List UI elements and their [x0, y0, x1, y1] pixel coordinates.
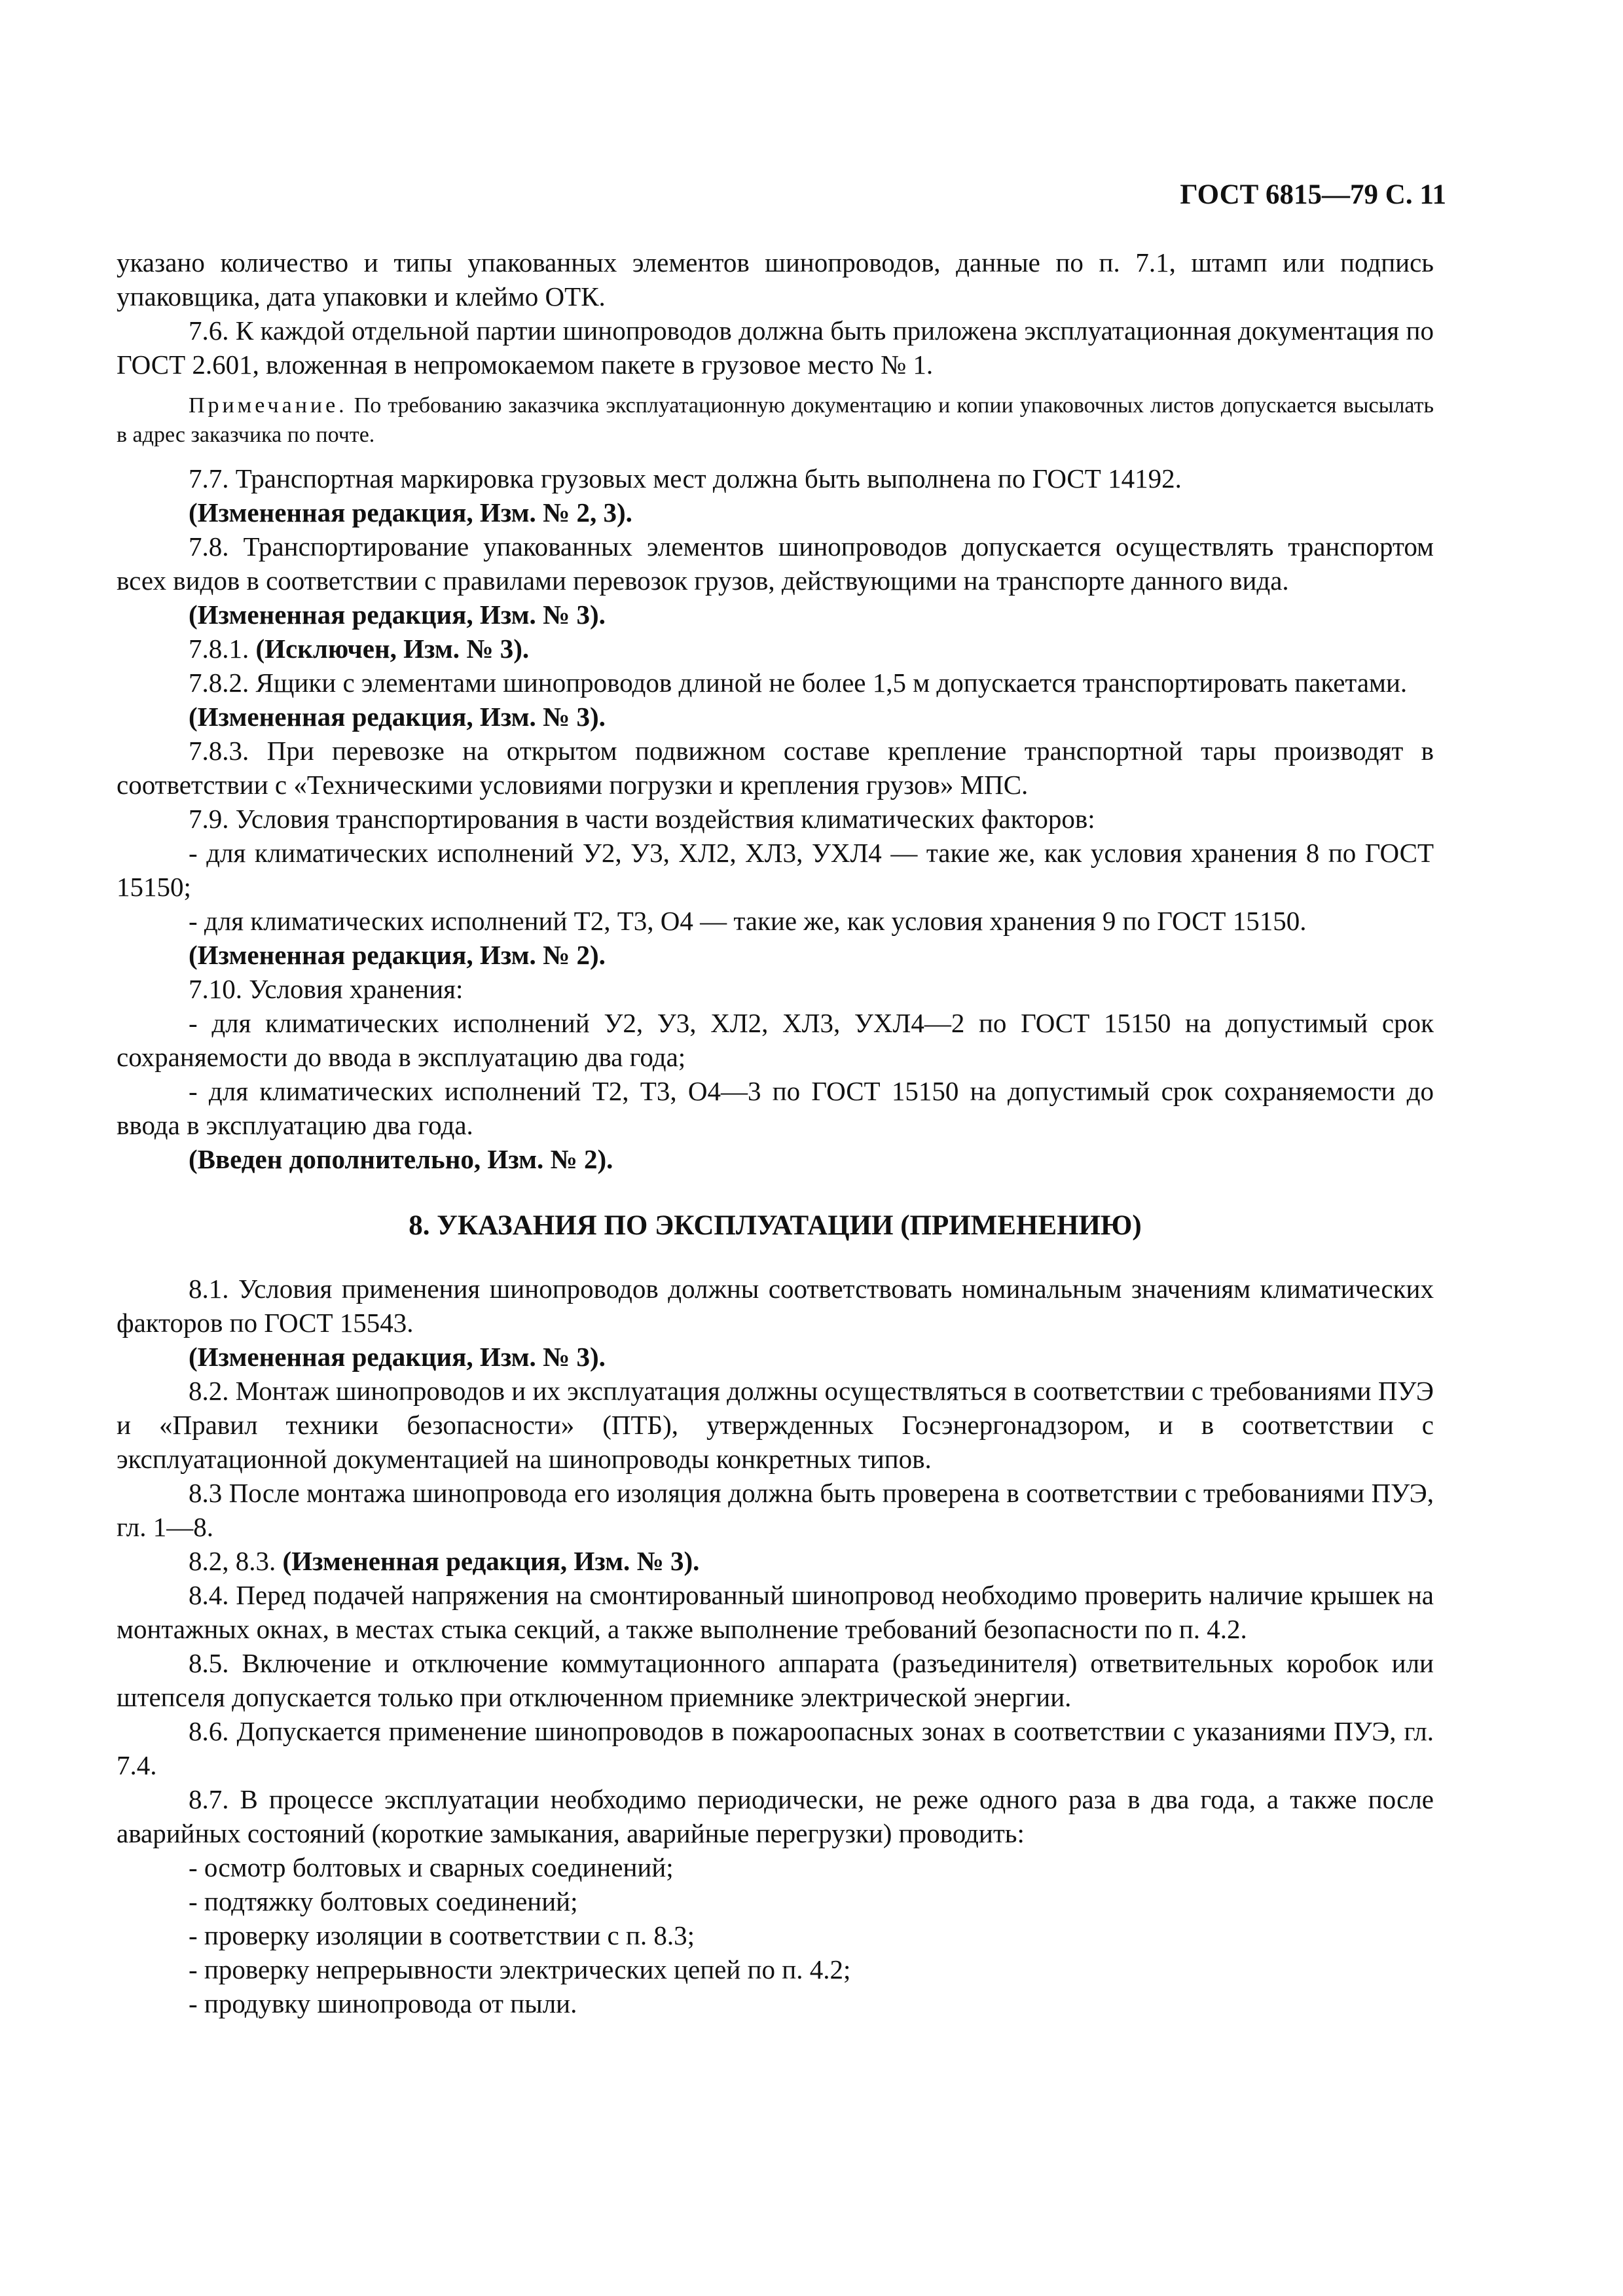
list-item: - осмотр болтовых и сварных соединений; — [189, 1852, 674, 1882]
revision-note-7-7: (Измененная редакция, Изм. № 2, 3). — [189, 497, 632, 528]
revision-note-7-9: (Измененная редакция, Изм. № 2). — [189, 940, 606, 970]
paragraph-8-4: 8.4. Перед подачей напряжения на смонтированный шинопровод необходимо проверить наличие крышек на монтажных окнах, в местах стыка секций, а также выполнение требований безопасности по п. 4.2. — [117, 1580, 1434, 1644]
paragraph-8-5: 8.5. Включение и отключение коммутационного аппарата (разъединителя) ответвительных коробок или штепселя допускается только при отключенном приемнике электрической энергии. — [117, 1648, 1434, 1712]
list-item: - продувку шинопровода от пыли. — [189, 1988, 577, 2018]
paragraph-7-8: 7.8. Транспортирование упакованных элементов шинопроводов допускается осуществлять транспортом всех видов в соответствии с правилами перевозок грузов, действующими на транспорте данного вида. — [117, 531, 1434, 596]
section-8-heading: 8. УКАЗАНИЯ ПО ЭКСПЛУАТАЦИИ (ПРИМЕНЕНИЮ) — [409, 1210, 1142, 1241]
paragraph-8-7: 8.7. В процессе эксплуатации необходимо периодически, не реже одного раза в два года, а также после аварийных состояний (короткие замыкания, аварийные перегрузки) проводить: — [117, 1784, 1434, 1848]
paragraph-7-9-item-b: - для климатических исполнений Т2, Т3, О4 — такие же, как условия хранения 9 по ГОСТ 15150. — [189, 906, 1307, 936]
paragraph-7-7: 7.7. Транспортная маркировка грузовых мест должна быть выполнена по ГОСТ 14192. — [189, 463, 1182, 493]
revision-note-7-8: (Измененная редакция, Изм. № 3). — [189, 600, 606, 630]
paragraph-8-3: 8.3 После монтажа шинопровода его изоляция должна быть проверена в соответствии с требованиями ПУЭ, гл. 1—8. — [117, 1478, 1434, 1542]
revision-note-8-2-8-3-text: (Измененная редакция, Изм. № 3). — [282, 1546, 700, 1576]
paragraph-continuation: указано количество и типы упакованных элементов шинопроводов, данные по п. 7.1, штамп или подпись упаковщика, дата упаковки и клеймо ОТК. — [117, 247, 1434, 312]
paragraph-7-8-1-text: (Исключен, Изм. № 3). — [255, 634, 530, 664]
paragraph-7-10-item-b: - для климатических исполнений Т2, Т3, О4—3 по ГОСТ 15150 на допустимый срок сохраняемости до ввода в эксплуатацию два года. — [117, 1076, 1434, 1140]
paragraph-7-8-1 — [117, 632, 1434, 666]
revision-note-8-2-8-3 — [117, 1544, 1434, 1578]
paragraph-8-1: 8.1. Условия применения шинопроводов должны соответствовать номинальным значениям климатических факторов по ГОСТ 15543. — [117, 1274, 1434, 1338]
paragraph-7-10: 7.10. Условия хранения: — [189, 974, 464, 1004]
revision-note-8-2-8-3-number: 8.2, 8.3. — [189, 1546, 283, 1576]
paragraph-7-9: 7.9. Условия транспортирования в части воздействия климатических факторов: — [189, 804, 1095, 834]
paragraph-8-2: 8.2. Монтаж шинопроводов и их эксплуатация должны осуществляться в соответствии с требованиями ПУЭ и «Правил техники безопасности» (ПТБ), утвержденных Госэнергонадзором, и в соответствии с эксплуатационной документацией на шинопроводы конкретных типов. — [117, 1376, 1434, 1474]
paragraph-8-6: 8.6. Допускается применение шинопроводов в пожароопасных зонах в соответствии с указаниями ПУЭ, гл. 7.4. — [117, 1716, 1434, 1780]
paragraph-7-6: 7.6. К каждой отдельной партии шинопроводов должна быть приложена эксплуатационная документация по ГОСТ 2.601, вложенная в непромокаемом пакете в грузовое место № 1. — [117, 315, 1434, 380]
paragraph-7-8-1-number: 7.8.1. — [189, 634, 256, 664]
list-item: - проверку непрерывности электрических цепей по п. 4.2; — [189, 1954, 851, 1984]
list-item: - проверку изоляции в соответствии с п. 8.3; — [189, 1920, 695, 1950]
paragraph-7-9-item-a: - для климатических исполнений У2, У3, ХЛ2, ХЛ3, УХЛ4 — такие же, как условия хранения 8 по ГОСТ 15150; — [117, 838, 1434, 902]
revision-note-7-8-2: (Измененная редакция, Изм. № 3). — [189, 702, 606, 732]
note — [117, 391, 1434, 450]
document-body — [117, 245, 1434, 2020]
revision-note-7-10: (Введен дополнительно, Изм. № 2). — [189, 1144, 613, 1174]
paragraph-7-8-3: 7.8.3. При перевозке на открытом подвижном составе крепление транспортной тары производят в соответствии с «Техническими условиями погрузки и крепления грузов» МПС. — [117, 736, 1434, 800]
paragraph-7-10-item-a: - для климатических исполнений У2, У3, ХЛ2, ХЛ3, УХЛ4—2 по ГОСТ 15150 на допустимый срок сохраняемости до ввода в эксплуатацию два года; — [117, 1008, 1434, 1072]
page-header: ГОСТ 6815—79 С. 11 — [1180, 179, 1446, 210]
revision-note-8-1: (Измененная редакция, Изм. № 3). — [189, 1342, 606, 1372]
paragraph-7-8-2: 7.8.2. Ящики с элементами шинопроводов длиной не более 1,5 м допускается транспортировать пакетами. — [189, 668, 1408, 698]
note-label: Примечание. — [189, 393, 348, 418]
list-item: - подтяжку болтовых соединений; — [189, 1886, 578, 1916]
note-text: По требованию заказчика эксплуатационную документацию и копии упаковочных листов допускается высылать в адрес заказчика по почте. — [117, 393, 1434, 447]
